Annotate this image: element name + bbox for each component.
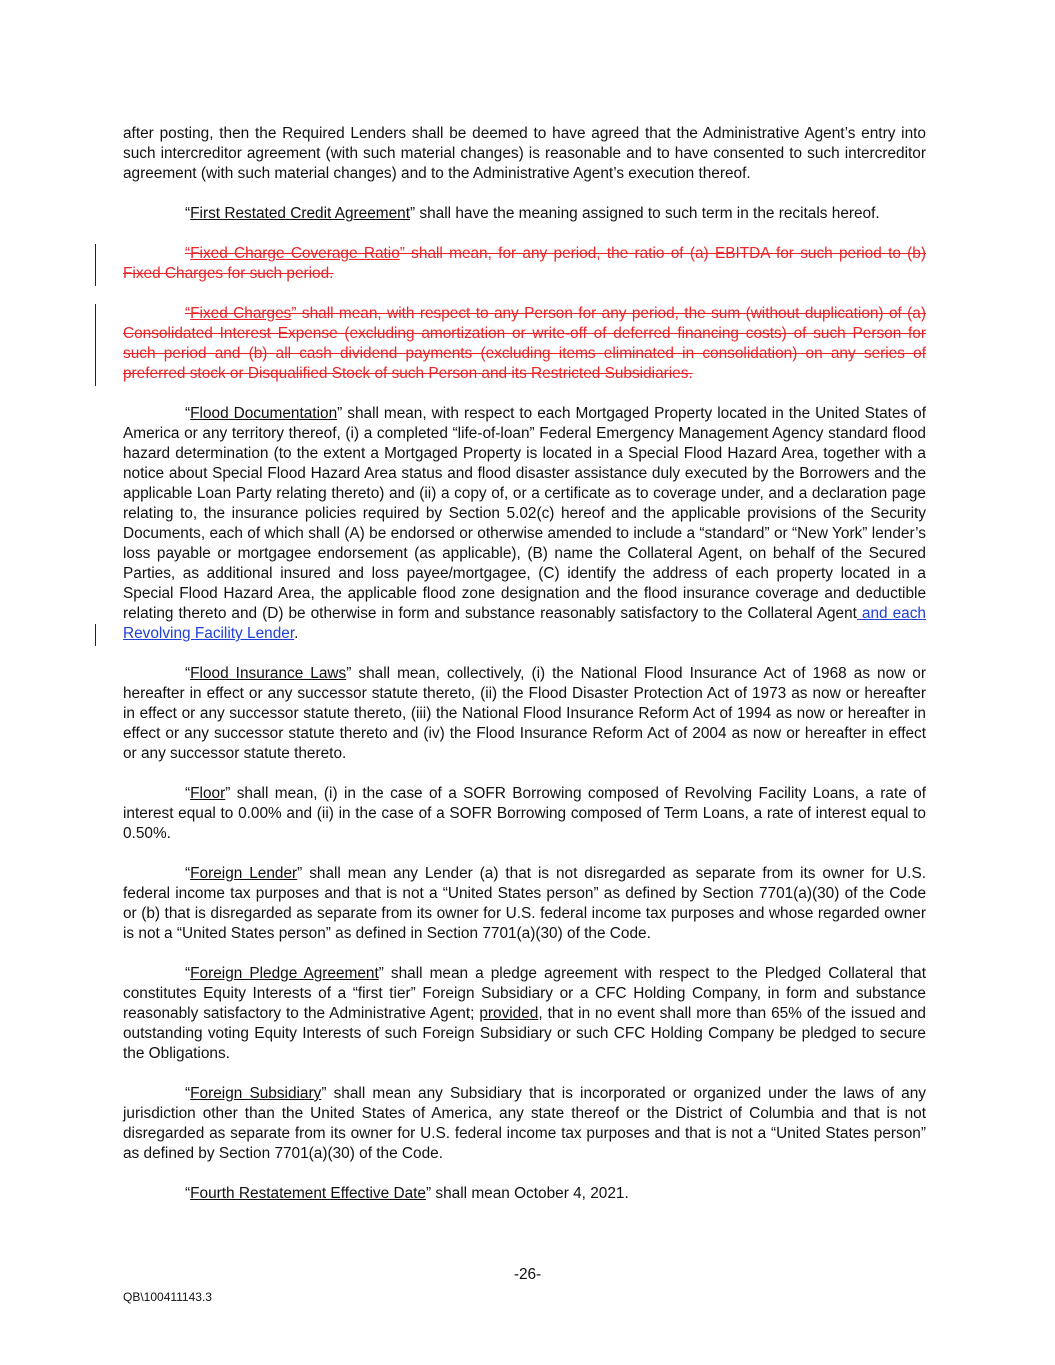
definition-text: shall mean, for any period, the ratio of (a) EBITDA for such period to (b) Fixed Charges for such period. bbox=[123, 245, 926, 282]
open-quote: “ bbox=[185, 205, 191, 222]
proviso-term: provided bbox=[479, 1005, 539, 1022]
change-bar bbox=[95, 304, 96, 386]
definition-fixed-charges bbox=[123, 304, 926, 384]
inserted-text: and each Revolving Facility Lender bbox=[123, 605, 926, 642]
defined-term: Foreign Pledge Agreement bbox=[190, 965, 379, 982]
open-quote: “ bbox=[185, 1185, 191, 1202]
defined-term: Floor bbox=[190, 785, 226, 802]
open-quote: “ bbox=[185, 245, 191, 262]
close-quote: ” bbox=[297, 865, 303, 882]
definition-first-restated-credit-agreement bbox=[123, 204, 926, 224]
open-quote: “ bbox=[185, 1085, 191, 1102]
change-bar bbox=[95, 624, 96, 646]
period: . bbox=[294, 625, 299, 642]
definition-flood-documentation bbox=[123, 404, 926, 644]
definition-text: shall mean a pledge agreement with respect to the Pledged Collateral that constitutes Equity Interests of a “first tier” Foreign Subsidiary or a CFC Holding Company, in form and substance reasonably satisfactory to the Administrative Agent; bbox=[123, 965, 926, 1022]
definition-text: shall mean October 4, 2021. bbox=[431, 1185, 629, 1202]
definition-floor bbox=[123, 784, 926, 844]
open-quote: “ bbox=[185, 785, 191, 802]
open-quote: “ bbox=[185, 405, 191, 422]
defined-term: Fourth Restatement Effective Date bbox=[190, 1185, 426, 1202]
defined-term: Flood Documentation bbox=[190, 405, 338, 422]
definition-text: shall mean any Lender (a) that is not disregarded as separate from its owner for U.S. federal income tax purposes and that is not a “United States person” as defined by Section 7701(a)(30) of the Code or (b) that is disregarded as separate from its owner for U.S. federal income tax purposes and whose regarded owner is not a “United States person” as defined in Section 7701(a)(30) of the Code. bbox=[123, 865, 926, 942]
definition-foreign-subsidiary bbox=[123, 1084, 926, 1164]
change-bar bbox=[95, 244, 96, 286]
definition-text: shall mean, collectively, (i) the National Flood Insurance Act of 1968 as now or hereafter in effect or any successor statute thereto, (ii) the Flood Disaster Protection Act of 1973 as now or hereafter in effect or any successor statute thereto, (iii) the National Flood Insurance Reform Act of 1994 as now or hereafter in effect or any successor statute thereto and (iv) the Flood Insurance Reform Act of 2004 as now or hereafter in effect or any successor statute thereto. bbox=[123, 665, 926, 762]
close-quote: ” bbox=[321, 1085, 327, 1102]
open-quote: “ bbox=[185, 305, 191, 322]
definition-text: shall mean, with respect to any Person for any period, the sum (without duplication) of (a) Consolidated Interest Expense (excluding amortization or write-off of deferred financing costs) of such Person for such period and (b) all cash dividend payments (excluding items eliminated in consolidation) on any series of preferred stock or Disqualified Stock of such Person and its Restricted Subsidiaries. bbox=[123, 305, 926, 382]
close-quote: ” bbox=[346, 665, 352, 682]
close-quote: ” bbox=[399, 245, 405, 262]
definition-fixed-charge-coverage-ratio bbox=[123, 244, 926, 284]
continuation-paragraph: after posting, then the Required Lenders shall be deemed to have agreed that the Administrative Agent’s entry into such intercreditor agreement (with such material changes) is reasonable and to have consented to such intercreditor agreement (with such material changes) and to the Administrative Agent’s execution thereof. bbox=[123, 125, 926, 182]
definition-fourth-restatement-effective-date bbox=[123, 1184, 926, 1204]
close-quote: ” bbox=[291, 305, 297, 322]
close-quote: ” bbox=[409, 205, 416, 222]
definition-text: shall mean, (i) in the case of a SOFR Borrowing composed of Revolving Facility Loans, a rate of interest equal to 0.00% and (ii) in the case of a SOFR Borrowing composed of Term Loans, a rate of interest equal to 0.50%. bbox=[123, 785, 926, 842]
close-quote: ” bbox=[337, 405, 343, 422]
defined-term: First Restated Credit Agreement bbox=[190, 205, 410, 222]
open-quote: “ bbox=[185, 965, 191, 982]
close-quote: ” bbox=[425, 1185, 432, 1202]
definition-text: shall have the meaning assigned to such term in the recitals hereof. bbox=[415, 205, 880, 222]
close-quote: ” bbox=[378, 965, 384, 982]
defined-term: Foreign Lender bbox=[190, 865, 298, 882]
open-quote: “ bbox=[185, 865, 191, 882]
document-id: QB\100411143.3 bbox=[123, 1290, 212, 1304]
defined-term: Fixed Charges bbox=[190, 305, 292, 322]
definition-text: shall mean any Subsidiary that is incorporated or organized under the laws of any jurisdiction other than the United States of America, any state thereof or the District of Columbia and that is not disregarded as separate from its owner for U.S. federal income tax purposes and that is not a “United States person” as defined by Section 7701(a)(30) of the Code. bbox=[123, 1085, 926, 1162]
definition-foreign-lender bbox=[123, 864, 926, 944]
defined-term: Fixed Charge Coverage Ratio bbox=[190, 245, 400, 262]
definition-text: shall mean, with respect to each Mortgaged Property located in the United States of America or any territory thereof, (i) a completed “life-of-loan” Federal Emergency Management Agency standard flood hazard determination (to the extent a Mortgaged Property is located in a Special Flood Hazard Area, together with a notice about Special Flood Hazard Area status and flood disaster assistance duly executed by the Borrowers and the applicable Loan Party relating thereto) and (ii) a copy of, or a certificate as to coverage under, and a declaration page relating to, the insurance policies required by Section 5.02(c) hereof and the applicable provisions of the Security Documents, each of which shall (A) be endorsed or otherwise amended to include a “standard” or “New York” lender’s loss payable or mortgagee endorsement (as applicable), (B) name the Collateral Agent, on behalf of the Secured Parties, as additional insured and loss payee/mortgagee, (C) identify the address of each property located in a Special Flood Hazard Area, the applicable flood zone designation and the flood insurance coverage and deductible relating thereto and (D) be otherwise in form and substance reasonably satisfactory to the Collateral Agent bbox=[123, 405, 927, 622]
defined-term: Foreign Subsidiary bbox=[190, 1085, 322, 1102]
definition-text-continued: , that in no event shall more than 65% of the issued and outstanding voting Equity Interests of such Foreign Subsidiary or such CFC Holding Company be pledged to secure the Obligations. bbox=[123, 1005, 926, 1062]
definition-foreign-pledge-agreement bbox=[123, 964, 926, 1064]
close-quote: ” bbox=[225, 785, 231, 802]
page-number: -26- bbox=[513, 1266, 542, 1283]
open-quote: “ bbox=[185, 665, 191, 682]
defined-term: Flood Insurance Laws bbox=[190, 665, 347, 682]
definition-flood-insurance-laws bbox=[123, 664, 926, 764]
document-page bbox=[123, 124, 926, 1204]
